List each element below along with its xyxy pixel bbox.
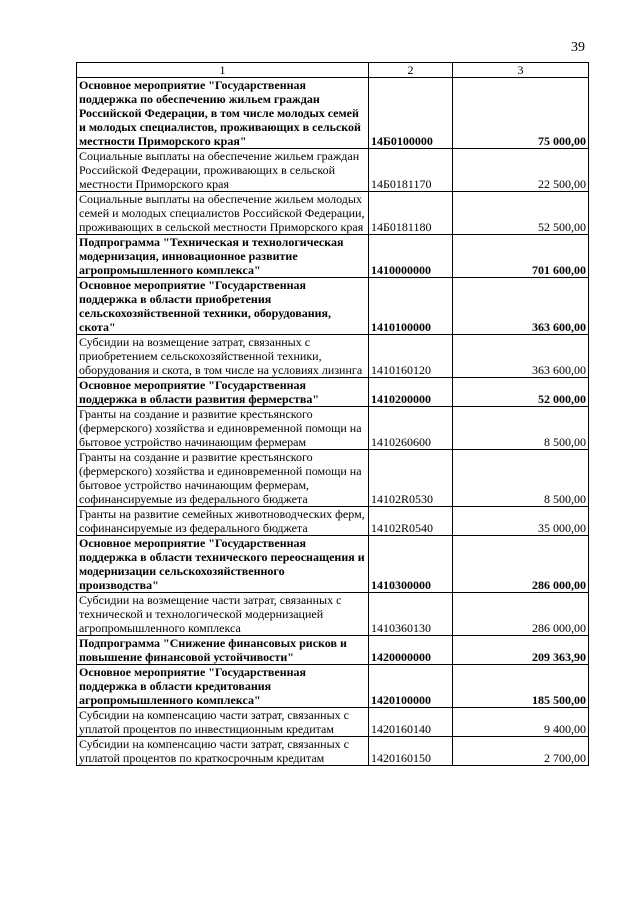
row-code-cell: 1420100000 xyxy=(369,665,453,708)
table-row xyxy=(77,636,589,665)
budget-table xyxy=(76,62,589,766)
row-code-cell: 14102R0530 xyxy=(369,450,453,507)
row-amount-cell: 52 500,00 xyxy=(453,192,589,235)
row-code-cell: 1410300000 xyxy=(369,536,453,593)
row-amount-cell: 209 363,90 xyxy=(453,636,589,665)
table-body xyxy=(77,78,589,766)
row-name-cell: Основное мероприятие "Государственная поддержка в области кредитования агропромышленного комплекса" xyxy=(77,665,369,708)
row-amount-cell: 35 000,00 xyxy=(453,507,589,536)
table-row xyxy=(77,507,589,536)
row-code-cell: 1420160150 xyxy=(369,737,453,766)
table-row xyxy=(77,407,589,450)
row-code-cell: 14Б0100000 xyxy=(369,78,453,149)
table-row xyxy=(77,737,589,766)
row-name-cell: Субсидии на возмещение части затрат, связанных с технической и технологической модернизацией агропромышленного комплекса xyxy=(77,593,369,636)
row-name-cell: Гранты на создание и развитие крестьянского (фермерского) хозяйства и единовременной помощи на бытовое устройство начинающим фермерам xyxy=(77,407,369,450)
row-code-cell: 1410000000 xyxy=(369,235,453,278)
row-amount-cell: 2 700,00 xyxy=(453,737,589,766)
row-code-cell: 1410160120 xyxy=(369,335,453,378)
row-name-cell: Социальные выплаты на обеспечение жильем граждан Российской Федерации, проживающих в сельской местности Приморского края xyxy=(77,149,369,192)
table-row xyxy=(77,192,589,235)
row-name-cell: Основное мероприятие "Государственная поддержка в области приобретения сельскохозяйственной техники, оборудования, скота" xyxy=(77,278,369,335)
row-name-cell: Подпрограмма "Снижение финансовых рисков и повышение финансовой устойчивости" xyxy=(77,636,369,665)
row-code-cell: 1410200000 xyxy=(369,378,453,407)
row-amount-cell: 75 000,00 xyxy=(453,78,589,149)
row-amount-cell: 363 600,00 xyxy=(453,278,589,335)
page-number: 39 xyxy=(571,40,585,55)
row-name-cell: Основное мероприятие "Государственная поддержка в области развития фермерства" xyxy=(77,378,369,407)
header-col-3: 3 xyxy=(453,63,589,78)
row-amount-cell: 185 500,00 xyxy=(453,665,589,708)
row-amount-cell: 701 600,00 xyxy=(453,235,589,278)
header-col-2: 2 xyxy=(369,63,453,78)
table-row xyxy=(77,149,589,192)
table-row xyxy=(77,378,589,407)
table-row xyxy=(77,665,589,708)
row-amount-cell: 9 400,00 xyxy=(453,708,589,737)
row-amount-cell: 286 000,00 xyxy=(453,593,589,636)
table-row xyxy=(77,235,589,278)
row-code-cell: 1410260600 xyxy=(369,407,453,450)
row-name-cell: Гранты на развитие семейных животноводческих ферм, софинансируемые из федерального бюджета xyxy=(77,507,369,536)
header-row xyxy=(77,63,589,78)
row-name-cell: Субсидии на компенсацию части затрат, связанных с уплатой процентов по инвестиционным кредитам xyxy=(77,708,369,737)
row-name-cell: Подпрограмма "Техническая и технологическая модернизация, инновационное развитие агропромышленного комплекса" xyxy=(77,235,369,278)
row-code-cell: 1420000000 xyxy=(369,636,453,665)
row-name-cell: Субсидии на возмещение затрат, связанных с приобретением сельскохозяйственной техники, оборудования и скота, в том числе на условиях лизинга xyxy=(77,335,369,378)
row-name-cell: Основное мероприятие "Государственная поддержка по обеспечению жильем граждан Российской Федерации, в том числе молодых семей и молодых специалистов, проживающих в сельской местности Приморского края" xyxy=(77,78,369,149)
row-amount-cell: 286 000,00 xyxy=(453,536,589,593)
table-row xyxy=(77,536,589,593)
row-code-cell: 1420160140 xyxy=(369,708,453,737)
row-code-cell: 14Б0181180 xyxy=(369,192,453,235)
table-row xyxy=(77,278,589,335)
row-amount-cell: 22 500,00 xyxy=(453,149,589,192)
row-amount-cell: 363 600,00 xyxy=(453,335,589,378)
row-code-cell: 1410100000 xyxy=(369,278,453,335)
header-col-1: 1 xyxy=(77,63,369,78)
row-amount-cell: 8 500,00 xyxy=(453,450,589,507)
table-header xyxy=(77,63,589,78)
table-row xyxy=(77,593,589,636)
row-name-cell: Социальные выплаты на обеспечение жильем молодых семей и молодых специалистов Российской Федерации, проживающих в сельской местности Приморского края xyxy=(77,192,369,235)
table-row xyxy=(77,78,589,149)
table-row xyxy=(77,450,589,507)
row-code-cell: 1410360130 xyxy=(369,593,453,636)
row-code-cell: 14Б0181170 xyxy=(369,149,453,192)
table-row xyxy=(77,335,589,378)
row-amount-cell: 52 000,00 xyxy=(453,378,589,407)
row-name-cell: Основное мероприятие "Государственная поддержка в области технического переоснащения и модернизации сельскохозяйственного производства" xyxy=(77,536,369,593)
row-amount-cell: 8 500,00 xyxy=(453,407,589,450)
table-row xyxy=(77,708,589,737)
row-name-cell: Субсидии на компенсацию части затрат, связанных с уплатой процентов по краткосрочным кредитам xyxy=(77,737,369,766)
row-name-cell: Гранты на создание и развитие крестьянского (фермерского) хозяйства и единовременной помощи на бытовое устройство начинающим фермерам, софинансируемые из федерального бюджета xyxy=(77,450,369,507)
row-code-cell: 14102R0540 xyxy=(369,507,453,536)
